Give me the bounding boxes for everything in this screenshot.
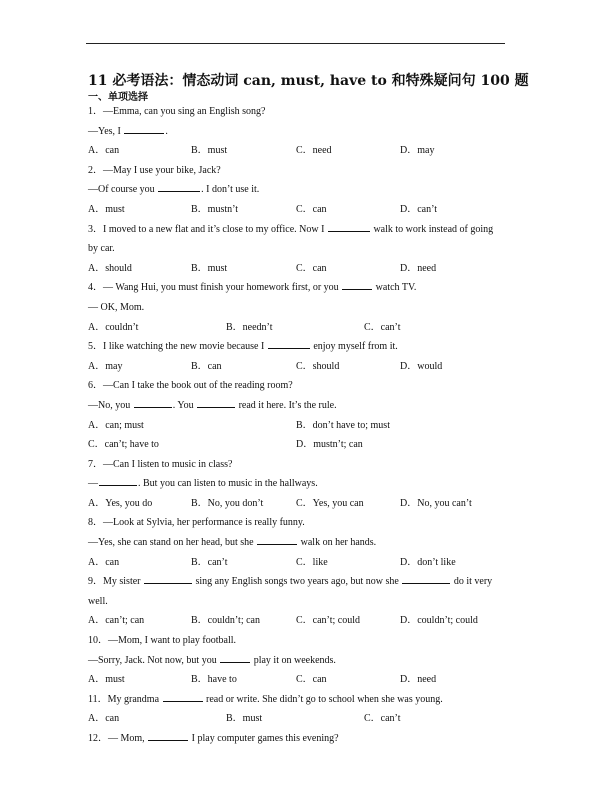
question-line <box>88 376 508 396</box>
answer-option[interactable]: D．need <box>400 262 437 274</box>
options-row <box>88 416 508 436</box>
answer-blank <box>144 573 192 584</box>
answer-option[interactable]: B．needn’t <box>226 321 273 333</box>
answer-option[interactable]: C．should <box>296 360 340 372</box>
question-text: do it very <box>451 576 493 588</box>
question-line <box>88 161 508 181</box>
question-text: 4．— Wang Hui, you must finish your homework first, or you <box>88 282 342 294</box>
answer-option[interactable]: D．couldn’t; could <box>400 615 478 627</box>
answer-option[interactable]: A．can <box>88 145 120 157</box>
answer-blank <box>257 534 297 545</box>
answer-option[interactable]: C．can’t; have to <box>88 439 159 451</box>
question-text: I play computer games this evening? <box>189 733 339 744</box>
answer-option[interactable]: D．can’t <box>400 203 438 215</box>
answer-option[interactable]: B．must <box>226 713 263 725</box>
answer-option[interactable]: C．can <box>296 203 327 215</box>
question-text: walk to work instead of going <box>370 223 494 235</box>
question-text: . <box>165 125 168 137</box>
question-text: —Of course you <box>88 184 158 196</box>
answer-option[interactable]: B．have to <box>191 674 237 686</box>
answer-blank <box>220 652 250 663</box>
question-line <box>88 122 508 142</box>
question-line <box>88 513 508 533</box>
question-item <box>88 220 508 279</box>
answer-option[interactable]: A．Yes, you do <box>88 497 153 509</box>
answer-option[interactable]: B．couldn’t; can <box>191 615 260 627</box>
answer-blank <box>402 573 450 584</box>
question-text: 8．—Look at Sylvia, her performance is really funny. <box>88 517 305 529</box>
answer-blank <box>99 475 137 486</box>
answer-option[interactable]: B．mustn’t <box>191 203 239 215</box>
question-line <box>88 278 508 298</box>
answer-option[interactable]: C．can’t <box>364 713 401 725</box>
answer-option[interactable]: C．like <box>296 556 328 568</box>
question-text: . But you can listen to music in the hallways. <box>138 478 318 490</box>
answer-option[interactable]: A．can; must <box>88 419 144 431</box>
answer-option[interactable]: A．can <box>88 713 120 725</box>
header-rule <box>86 43 505 44</box>
question-text: 6．—Can I take the book out of the reading room? <box>88 380 293 392</box>
question-line <box>88 180 508 200</box>
page-title: 11 必考语法：情态动词 can, must, have to 和特殊疑问句 100 题 <box>88 73 529 89</box>
question-line <box>88 102 508 122</box>
question-text: —Yes, I <box>88 125 124 137</box>
question-text: play it on weekends. <box>251 654 336 666</box>
answer-option[interactable]: A．may <box>88 360 123 372</box>
question-item <box>88 102 508 161</box>
question-item <box>88 455 508 514</box>
answer-blank <box>328 221 370 232</box>
answer-option[interactable]: A．must <box>88 203 125 215</box>
question-item <box>88 631 508 690</box>
question-line <box>88 239 508 259</box>
options-row <box>88 553 508 573</box>
question-line <box>88 572 508 592</box>
question-text: walk on her hands. <box>298 537 377 549</box>
options-row <box>88 709 508 729</box>
question-item <box>88 337 508 376</box>
answer-blank <box>268 338 310 349</box>
question-line <box>88 729 508 749</box>
question-text: by car. <box>88 243 115 255</box>
question-text: 10．—Mom, I want to play football. <box>88 635 237 647</box>
answer-option[interactable]: D．need <box>400 674 437 686</box>
question-item <box>88 729 508 749</box>
options-row <box>88 318 508 338</box>
question-text: . I don’t use it. <box>201 184 260 196</box>
section-heading: 一、单项选择 <box>88 92 148 103</box>
options-row <box>88 611 508 631</box>
question-text: 12．— Mom, <box>88 733 148 744</box>
answer-blank <box>197 397 235 408</box>
answer-option[interactable]: B．must <box>191 262 228 274</box>
answer-option[interactable]: B．must <box>191 145 228 157</box>
question-text: —No, you <box>88 399 133 411</box>
question-item <box>88 513 508 572</box>
question-text: 7．—Can I listen to music in class? <box>88 458 233 470</box>
question-line <box>88 533 508 553</box>
question-item <box>88 161 508 220</box>
answer-option[interactable]: B．can <box>191 360 222 372</box>
answer-blank <box>163 691 203 702</box>
answer-option[interactable]: A．can <box>88 556 120 568</box>
question-text: 9．My sister <box>88 576 143 588</box>
options-row <box>88 435 508 455</box>
question-text: —Yes, she can stand on her head, but she <box>88 537 257 549</box>
answer-option[interactable]: A．can’t; can <box>88 615 145 627</box>
answer-option[interactable]: D．mustn’t; can <box>296 439 363 451</box>
answer-option[interactable]: C．can <box>296 262 327 274</box>
question-line <box>88 337 508 357</box>
question-item <box>88 376 508 454</box>
answer-option[interactable]: A．must <box>88 674 125 686</box>
question-item <box>88 278 508 337</box>
answer-option[interactable]: D．would <box>400 360 443 372</box>
options-row <box>88 670 508 690</box>
answer-option[interactable]: A．should <box>88 262 132 274</box>
question-line <box>88 474 508 494</box>
question-text: read or write. She didn’t go to school when she was young. <box>203 693 443 705</box>
answer-option[interactable]: A．couldn’t <box>88 321 139 333</box>
answer-blank <box>158 181 200 192</box>
question-text: sing any English songs two years ago, but now she <box>193 576 402 588</box>
question-line <box>88 690 508 710</box>
question-text: —Sorry, Jack. Not now, but you <box>88 654 220 666</box>
answer-option[interactable]: B．No, you don’t <box>191 497 264 509</box>
answer-blank <box>148 730 188 741</box>
question-item <box>88 572 508 631</box>
question-text: 3．I moved to a new flat and it’s close to my office. Now I <box>88 223 327 235</box>
question-text: 11．My grandma <box>88 693 162 705</box>
answer-blank <box>342 279 372 290</box>
options-row <box>88 259 508 279</box>
question-line <box>88 220 508 240</box>
question-text: — <box>88 478 98 490</box>
answer-option[interactable]: C．can’t; could <box>296 615 360 627</box>
question-line <box>88 651 508 671</box>
question-text: 5．I like watching the new movie because I <box>88 341 267 353</box>
question-list <box>88 102 508 749</box>
options-row <box>88 494 508 514</box>
question-text: — OK, Mom. <box>88 301 145 313</box>
question-text: watch TV. <box>373 282 417 294</box>
question-line <box>88 631 508 651</box>
answer-option[interactable]: C．need <box>296 145 332 157</box>
answer-blank <box>134 397 172 408</box>
question-line <box>88 396 508 416</box>
answer-option[interactable]: D．No, you can’t <box>400 497 472 509</box>
answer-option[interactable]: C．can’t <box>364 321 401 333</box>
answer-option[interactable]: B．don’t have to; must <box>296 419 390 431</box>
question-item <box>88 690 508 729</box>
question-text: enjoy myself from it. <box>310 341 398 353</box>
answer-option[interactable]: C．can <box>296 674 327 686</box>
answer-blank <box>124 123 164 134</box>
answer-option[interactable]: B．can’t <box>191 556 228 568</box>
answer-option[interactable]: D．don’t like <box>400 556 456 568</box>
options-row <box>88 200 508 220</box>
question-text: 2．—May I use your bike, Jack? <box>88 164 221 176</box>
question-text: read it here. It’s the rule. <box>236 399 337 411</box>
question-text: . You <box>172 399 197 411</box>
answer-option[interactable]: C．Yes, you can <box>296 497 364 509</box>
question-text: 1．—Emma, can you sing an English song? <box>88 106 266 117</box>
question-line <box>88 592 508 612</box>
answer-option[interactable]: D．may <box>400 145 435 157</box>
question-text: well. <box>88 595 108 607</box>
options-row <box>88 357 508 377</box>
options-row <box>88 141 508 161</box>
question-line <box>88 298 508 318</box>
question-line <box>88 455 508 475</box>
